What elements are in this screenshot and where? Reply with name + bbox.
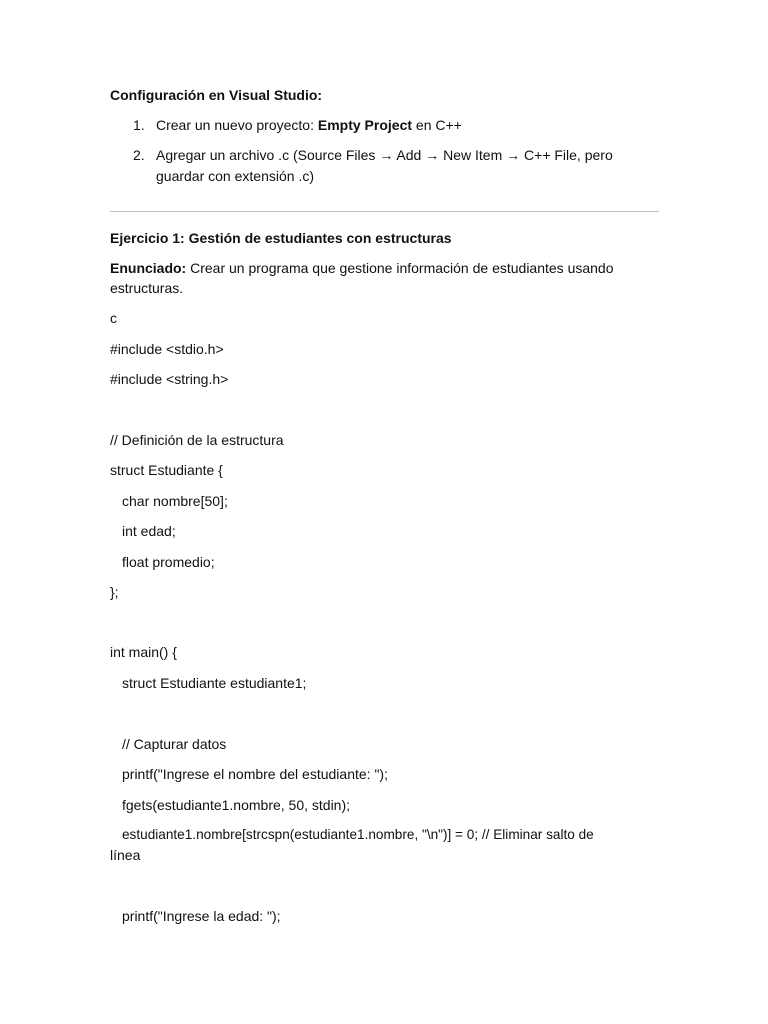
code-line: // Capturar datos bbox=[122, 736, 227, 752]
code-line-wrap: línea bbox=[110, 847, 141, 863]
code-line: struct Estudiante { bbox=[110, 462, 223, 478]
code-line: estudiante1.nombre[strcspn(estudiante1.nombre, "\n")] = 0; // Eliminar salto de bbox=[122, 827, 594, 842]
step-text-pre: Crear un nuevo proyecto: bbox=[156, 117, 318, 133]
exercise-title: Ejercicio 1: Gestión de estudiantes con estructuras bbox=[110, 230, 452, 246]
code-line: float promedio; bbox=[122, 554, 215, 570]
code-line: #include <string.h> bbox=[110, 371, 229, 387]
statement-text: Crear un programa que gestione información de estudiantes usando estructuras. bbox=[110, 260, 614, 296]
exercise-statement bbox=[110, 258, 670, 298]
step-text-bold: Empty Project bbox=[317, 117, 413, 133]
code-line: struct Estudiante estudiante1; bbox=[122, 675, 307, 691]
step-text bbox=[156, 115, 656, 136]
step-text: Agregar un archivo .c (Source Files → Add → New Item → C++ File, pero guardar con extensión .c) bbox=[156, 147, 613, 184]
code-line: #include <stdio.h> bbox=[110, 341, 224, 357]
code-line: fgets(estudiante1.nombre, 50, stdin); bbox=[122, 797, 351, 813]
code-language-label: c bbox=[110, 310, 117, 326]
step-number: 1. bbox=[133, 117, 145, 133]
step-number: 2. bbox=[133, 147, 145, 163]
code-line: }; bbox=[110, 584, 119, 600]
config-heading: Configuración en Visual Studio: bbox=[110, 87, 323, 103]
step-text-post: en C++ bbox=[412, 117, 462, 133]
code-line: // Definición de la estructura bbox=[110, 432, 284, 448]
code-line: char nombre[50]; bbox=[122, 493, 228, 509]
code-line: printf("Ingrese el nombre del estudiante: "); bbox=[122, 766, 388, 782]
statement-label: Enunciado: bbox=[110, 260, 187, 276]
code-line: int main() { bbox=[110, 644, 177, 660]
divider bbox=[110, 211, 659, 212]
code-line: int edad; bbox=[122, 523, 176, 539]
code-line: printf("Ingrese la edad: "); bbox=[122, 908, 281, 924]
